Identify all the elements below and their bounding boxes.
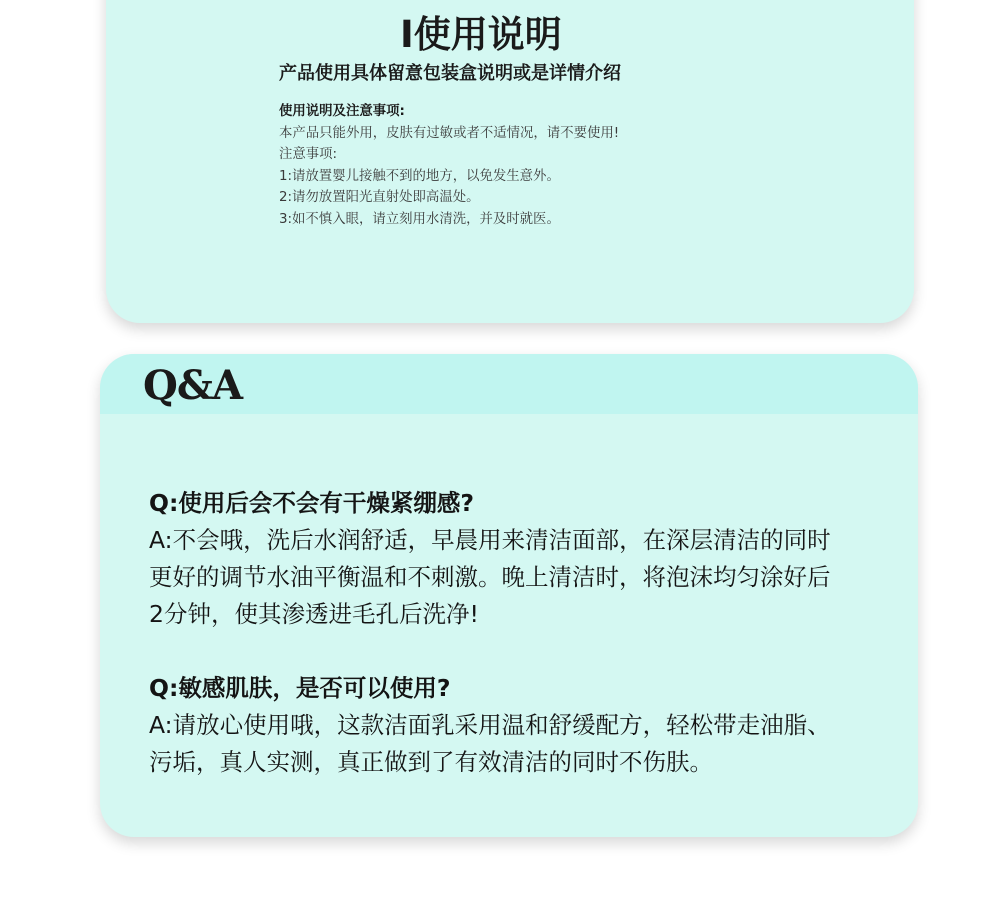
usage-line: 2:请勿放置阳光直射处即高温处。 bbox=[279, 190, 480, 206]
usage-heading: 使用说明及注意事项: bbox=[279, 104, 405, 119]
qa-answer-line: 污垢，真人实测，真正做到了有效清洁的同时不伤肤。 bbox=[149, 748, 713, 776]
usage-subtitle: 产品使用具体留意包装盒说明或是详情介绍 bbox=[279, 63, 621, 84]
qa-item bbox=[149, 485, 831, 633]
qa-item bbox=[149, 670, 831, 781]
qa-question: Q:敏感肌肤，是否可以使用? bbox=[149, 674, 451, 702]
usage-line: 本产品只能外用，皮肤有过敏或者不适情况，请不要使用! bbox=[279, 125, 620, 141]
qa-answer-line: 2分钟，使其渗透进毛孔后洗净! bbox=[149, 600, 479, 628]
usage-instructions bbox=[279, 101, 619, 231]
usage-line: 注意事项: bbox=[279, 147, 338, 163]
usage-line: 1:请放置婴儿接触不到的地方，以免发生意外。 bbox=[279, 168, 560, 184]
qa-question: Q:使用后会不会有干燥紧绷感? bbox=[149, 489, 475, 517]
qa-answer-line: A:不会哦，洗后水润舒适，早晨用来清洁面部，在深层清洁的同时 bbox=[149, 526, 831, 554]
usage-title: I使用说明 bbox=[400, 13, 562, 56]
qa-title: Q&A bbox=[143, 362, 242, 409]
usage-line: 3:如不慎入眼，请立刻用水清洗，并及时就医。 bbox=[279, 211, 560, 227]
qa-answer-line: A:请放心使用哦，这款洁面乳采用温和舒缓配方，轻松带走油脂、 bbox=[149, 711, 831, 739]
qa-answer-line: 更好的调节水油平衡温和不刺激。晚上清洁时，将泡沫均匀涂好后 bbox=[149, 563, 831, 591]
